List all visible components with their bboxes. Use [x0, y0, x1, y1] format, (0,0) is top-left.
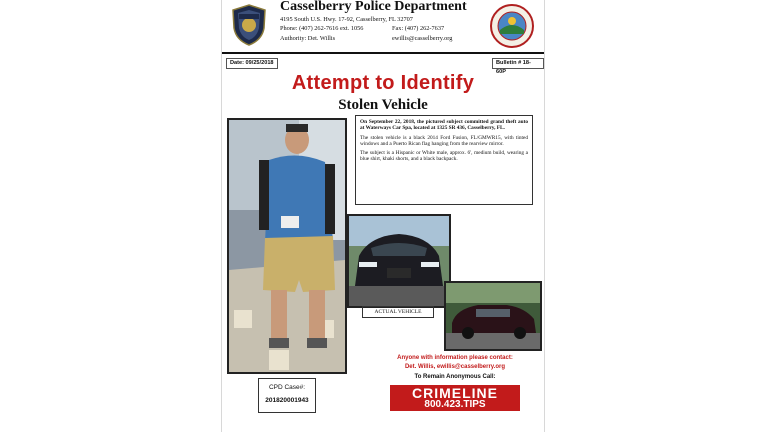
vehicle-caption: ACTUAL VEHICLE [362, 306, 434, 318]
suspect-photo [227, 118, 347, 374]
contact-detective: Det. Willis, ewillis@casselberry.org [404, 364, 506, 370]
vehicle-front-photo [347, 214, 451, 308]
bulletin-number: Bulletin # 18-60P [492, 58, 544, 69]
contact-prompt: Anyone with information please contact: [397, 355, 513, 361]
header [222, 0, 544, 53]
case-label: CPD Case#: [268, 384, 306, 391]
department-name: Casselberry Police Department [280, 0, 467, 14]
vehicle-side-image [446, 283, 540, 349]
details-paragraph-3: The subject is a Hispanic or White male, approx. 6', medium build, wearing a blue shirt, khaki shorts, and a black backpack. [360, 150, 528, 163]
date-label: Date: 09/25/2018 [226, 58, 278, 69]
incident-details [355, 115, 533, 205]
details-paragraph-1: On September 22, 2018, the pictured subject committed grand theft auto at Waterways Car Spa, located at 1325 SR 436, Casselberry, FL. [360, 119, 528, 132]
header-divider [222, 52, 544, 54]
vehicle-front-image [349, 216, 449, 306]
case-number: 201820001943 [265, 397, 309, 404]
department-phone: Phone: (407) 262-7616 ext. 1056 [280, 25, 364, 32]
details-paragraph-2: The stolen vehicle is a black 2014 Ford Fusion, FL/GMWR15, with tinted windows and a Puerto Rican flag hanging from the rearview mirror. [360, 134, 528, 147]
authority-email: ewillis@casselberry.org [392, 35, 453, 42]
page-title: Attempt to Identify [291, 72, 475, 94]
page-subtitle: Stolen Vehicle [338, 97, 428, 113]
police-badge-icon [231, 4, 267, 46]
crimeline-logo [390, 385, 520, 411]
authority: Authority: Det. Willis [280, 35, 336, 42]
case-number-box [258, 378, 316, 413]
crimeline-phone: 800.423.TIPS [424, 399, 486, 410]
city-seal-icon [490, 4, 534, 48]
vehicle-side-photo [444, 281, 542, 351]
department-fax: Fax: (407) 262-7637 [392, 25, 445, 32]
department-address: 4195 South U.S. Hwy. 17-92, Casselberry, FL 32707 [280, 16, 413, 23]
crimeline-name: CRIMELINE [412, 385, 498, 401]
anonymous-prompt: To Remain Anonymous Call: [414, 374, 496, 380]
bulletin-page [221, 0, 545, 432]
suspect-image [229, 120, 345, 372]
